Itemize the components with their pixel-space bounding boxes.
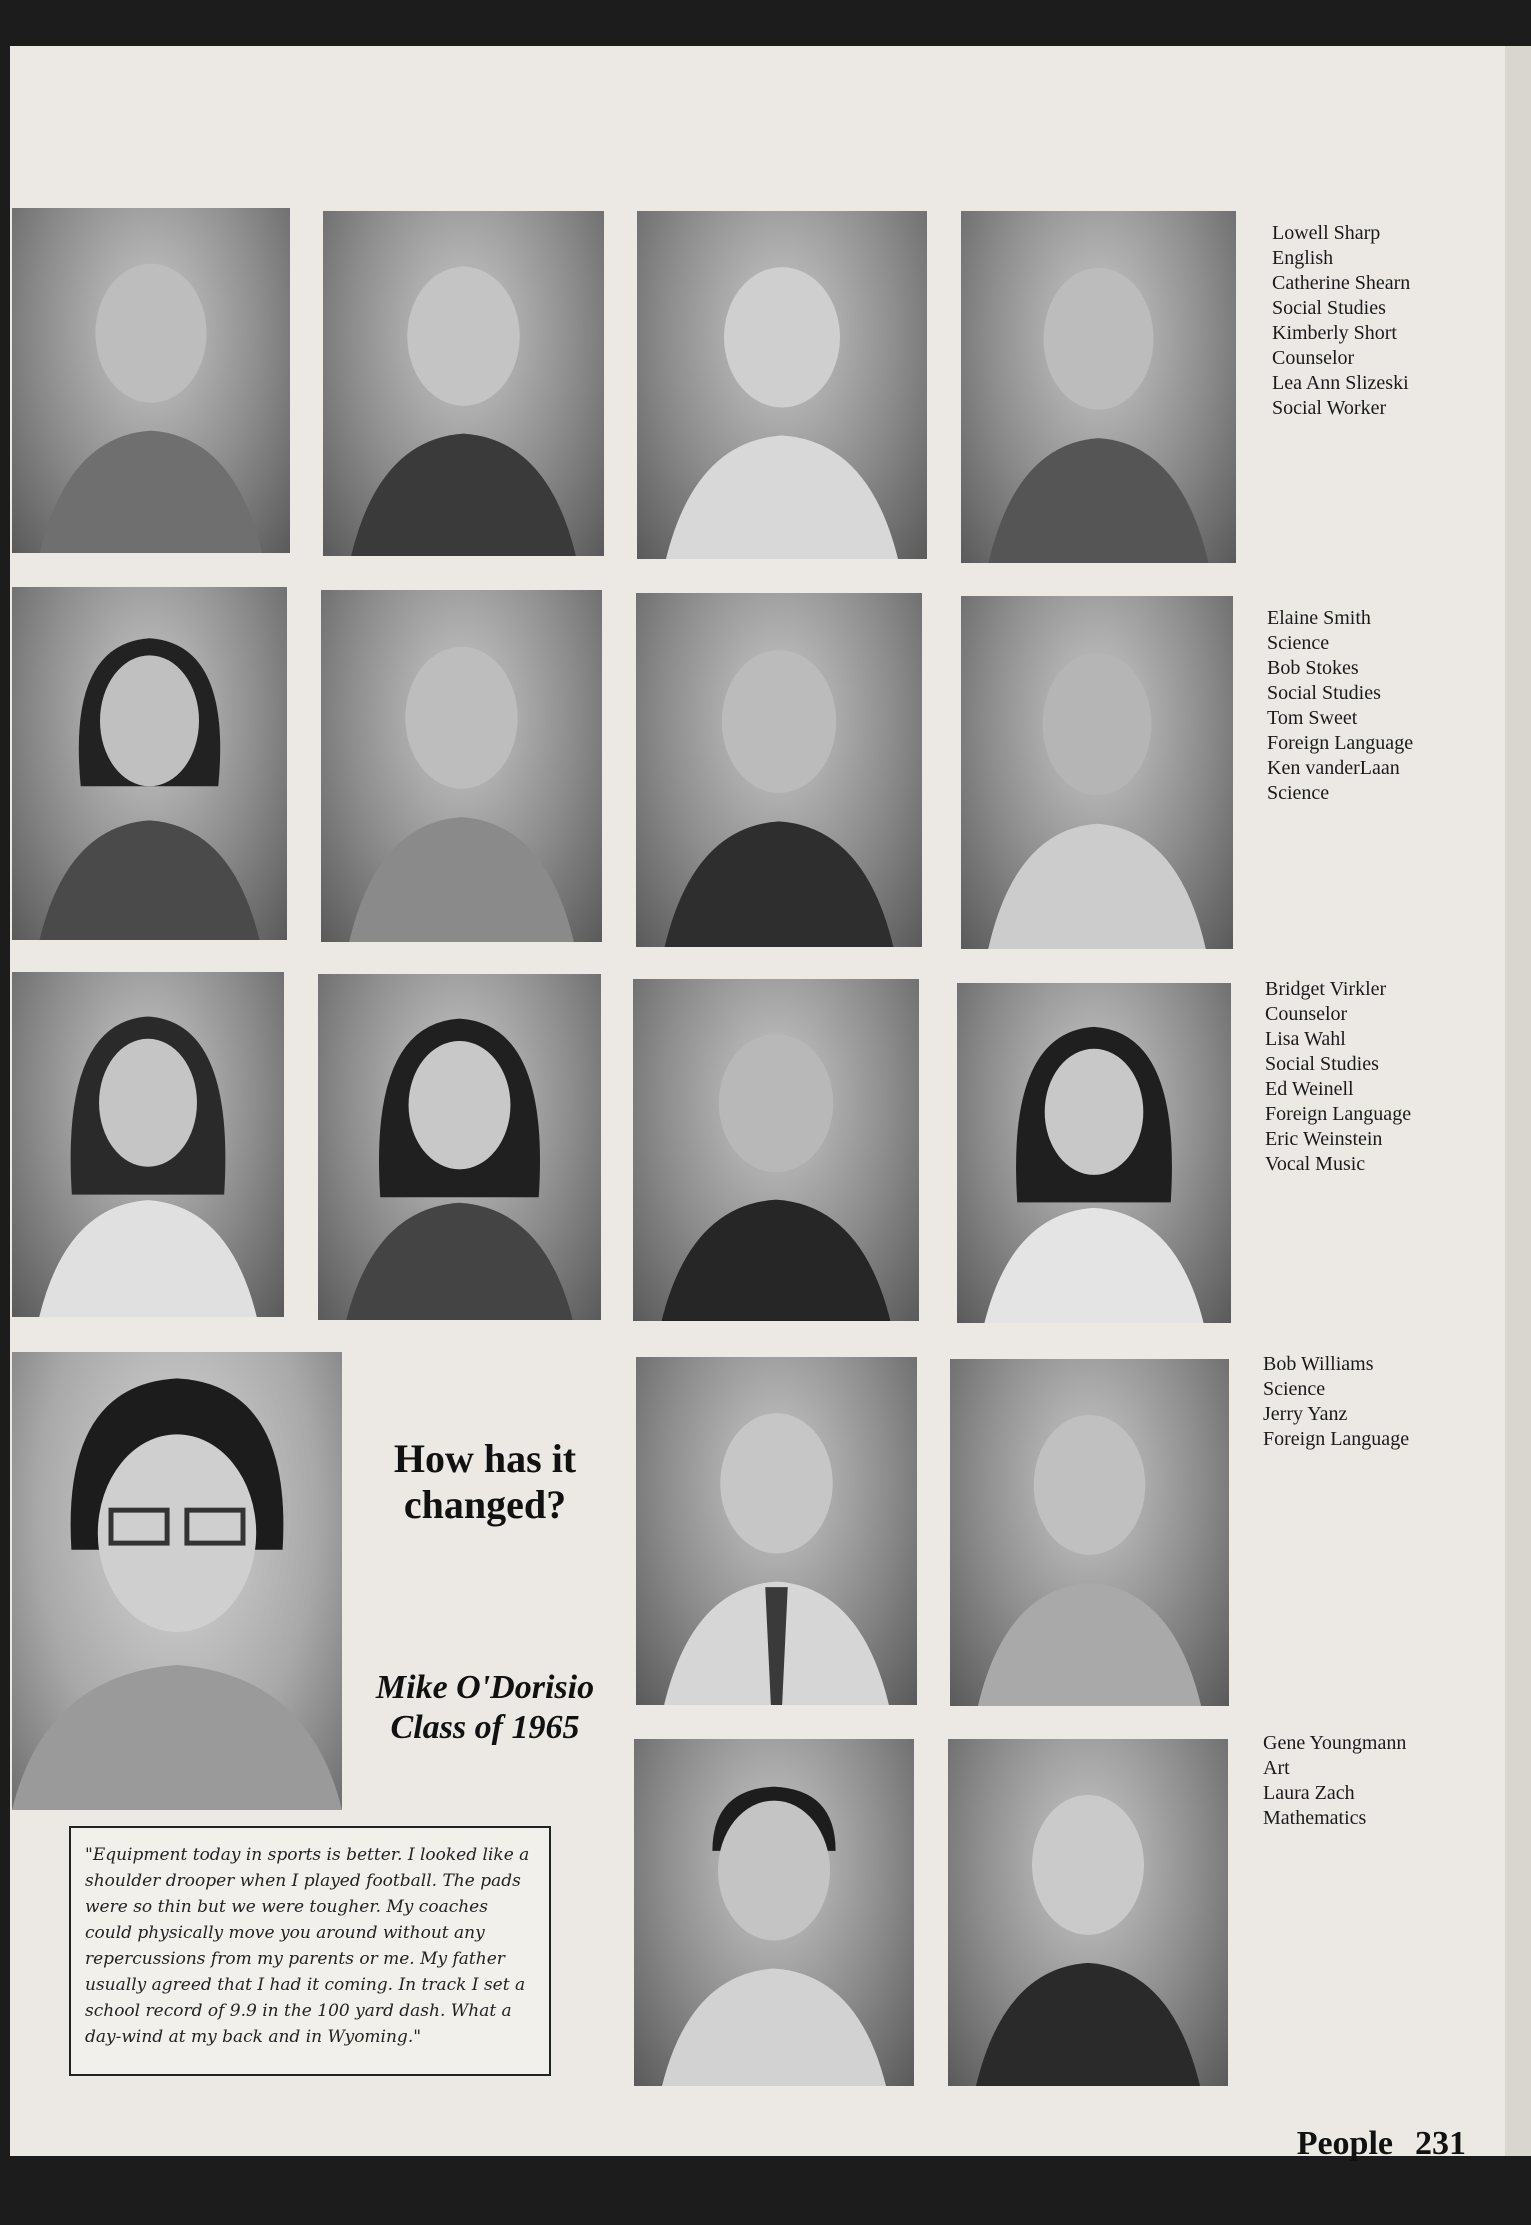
name-line: Science [1263, 1378, 1326, 1400]
feature-quote-box [69, 1826, 551, 2076]
portrait-photo [634, 1739, 914, 2086]
portrait-photo [12, 587, 287, 940]
feature-name: Mike O'Dorisio [375, 1669, 595, 1706]
feature-portrait-photo [12, 1352, 342, 1810]
name-line: Ken vanderLaan [1267, 757, 1400, 779]
page-spine [1505, 46, 1531, 2156]
feature-headline [345, 1436, 625, 1528]
name-line: Foreign Language [1263, 1428, 1410, 1450]
name-line: Bob Williams [1263, 1353, 1374, 1375]
headline-line-1: How has it [393, 1436, 577, 1481]
feature-byline [330, 1668, 640, 1748]
portrait-photo [321, 590, 602, 942]
names-list-5 [1263, 1731, 1406, 1831]
name-line: English [1272, 247, 1334, 269]
name-line: Social Studies [1272, 297, 1386, 319]
page-number: 231 [1415, 2125, 1466, 2162]
name-line: Bridget Virkler [1265, 978, 1387, 1000]
name-line: Jerry Yanz [1263, 1403, 1348, 1425]
portrait-photo [637, 211, 927, 559]
name-line: Bob Stokes [1267, 657, 1359, 679]
names-list-1 [1272, 221, 1410, 421]
headline-line-2: changed? [403, 1482, 567, 1527]
name-line: Social Worker [1272, 397, 1387, 419]
name-line: Elaine Smith [1267, 607, 1371, 629]
portrait-photo [961, 596, 1233, 949]
page-footer [1275, 2125, 1466, 2163]
names-list-2 [1267, 606, 1413, 806]
feature-quote-text: "Equipment today in sports is better. I looked like a shoulder drooper when I played football. The pads were so thin but we were tougher. My coaches could physically move you around without any repercussions from my parents or me. My father usually agreed that I had it coming. In track I set a school record of 9.9 in the 100 yard dash. What a day-wind at my back and in Wyoming." [85, 1845, 530, 2047]
name-line: Tom Sweet [1267, 707, 1358, 729]
names-list-3 [1265, 977, 1411, 1177]
feature-class: Class of 1965 [390, 1709, 580, 1746]
name-line: Catherine Shearn [1272, 272, 1411, 294]
name-line: Laura Zach [1263, 1782, 1355, 1804]
name-line: Lea Ann Slizeski [1272, 372, 1409, 394]
name-line: Counselor [1265, 1003, 1348, 1025]
portrait-photo [12, 972, 284, 1317]
portrait-photo [318, 974, 601, 1320]
name-line: Social Studies [1267, 682, 1381, 704]
name-line: Vocal Music [1265, 1153, 1366, 1175]
name-line: Science [1267, 632, 1330, 654]
section-label: People [1296, 2125, 1393, 2162]
name-line: Counselor [1272, 347, 1355, 369]
names-list-4 [1263, 1352, 1409, 1452]
name-line: Science [1267, 782, 1330, 804]
portrait-photo [323, 211, 604, 556]
name-line: Gene Youngmann [1263, 1732, 1407, 1754]
portrait-photo [961, 211, 1236, 563]
portrait-photo [633, 979, 919, 1321]
name-line: Social Studies [1265, 1053, 1379, 1075]
name-line: Lisa Wahl [1265, 1028, 1346, 1050]
portrait-photo [636, 593, 922, 947]
name-line: Kimberly Short [1272, 322, 1397, 344]
name-line: Ed Weinell [1265, 1078, 1354, 1100]
name-line: Lowell Sharp [1272, 222, 1381, 244]
portrait-photo [950, 1359, 1229, 1706]
name-line: Eric Weinstein [1265, 1128, 1383, 1150]
portrait-photo [948, 1739, 1228, 2086]
portrait-photo [12, 208, 290, 553]
name-line: Mathematics [1263, 1807, 1367, 1829]
portrait-photo [957, 983, 1231, 1323]
name-line: Foreign Language [1265, 1103, 1412, 1125]
name-line: Foreign Language [1267, 732, 1414, 754]
name-line: Art [1263, 1757, 1290, 1779]
portrait-photo [636, 1357, 917, 1705]
